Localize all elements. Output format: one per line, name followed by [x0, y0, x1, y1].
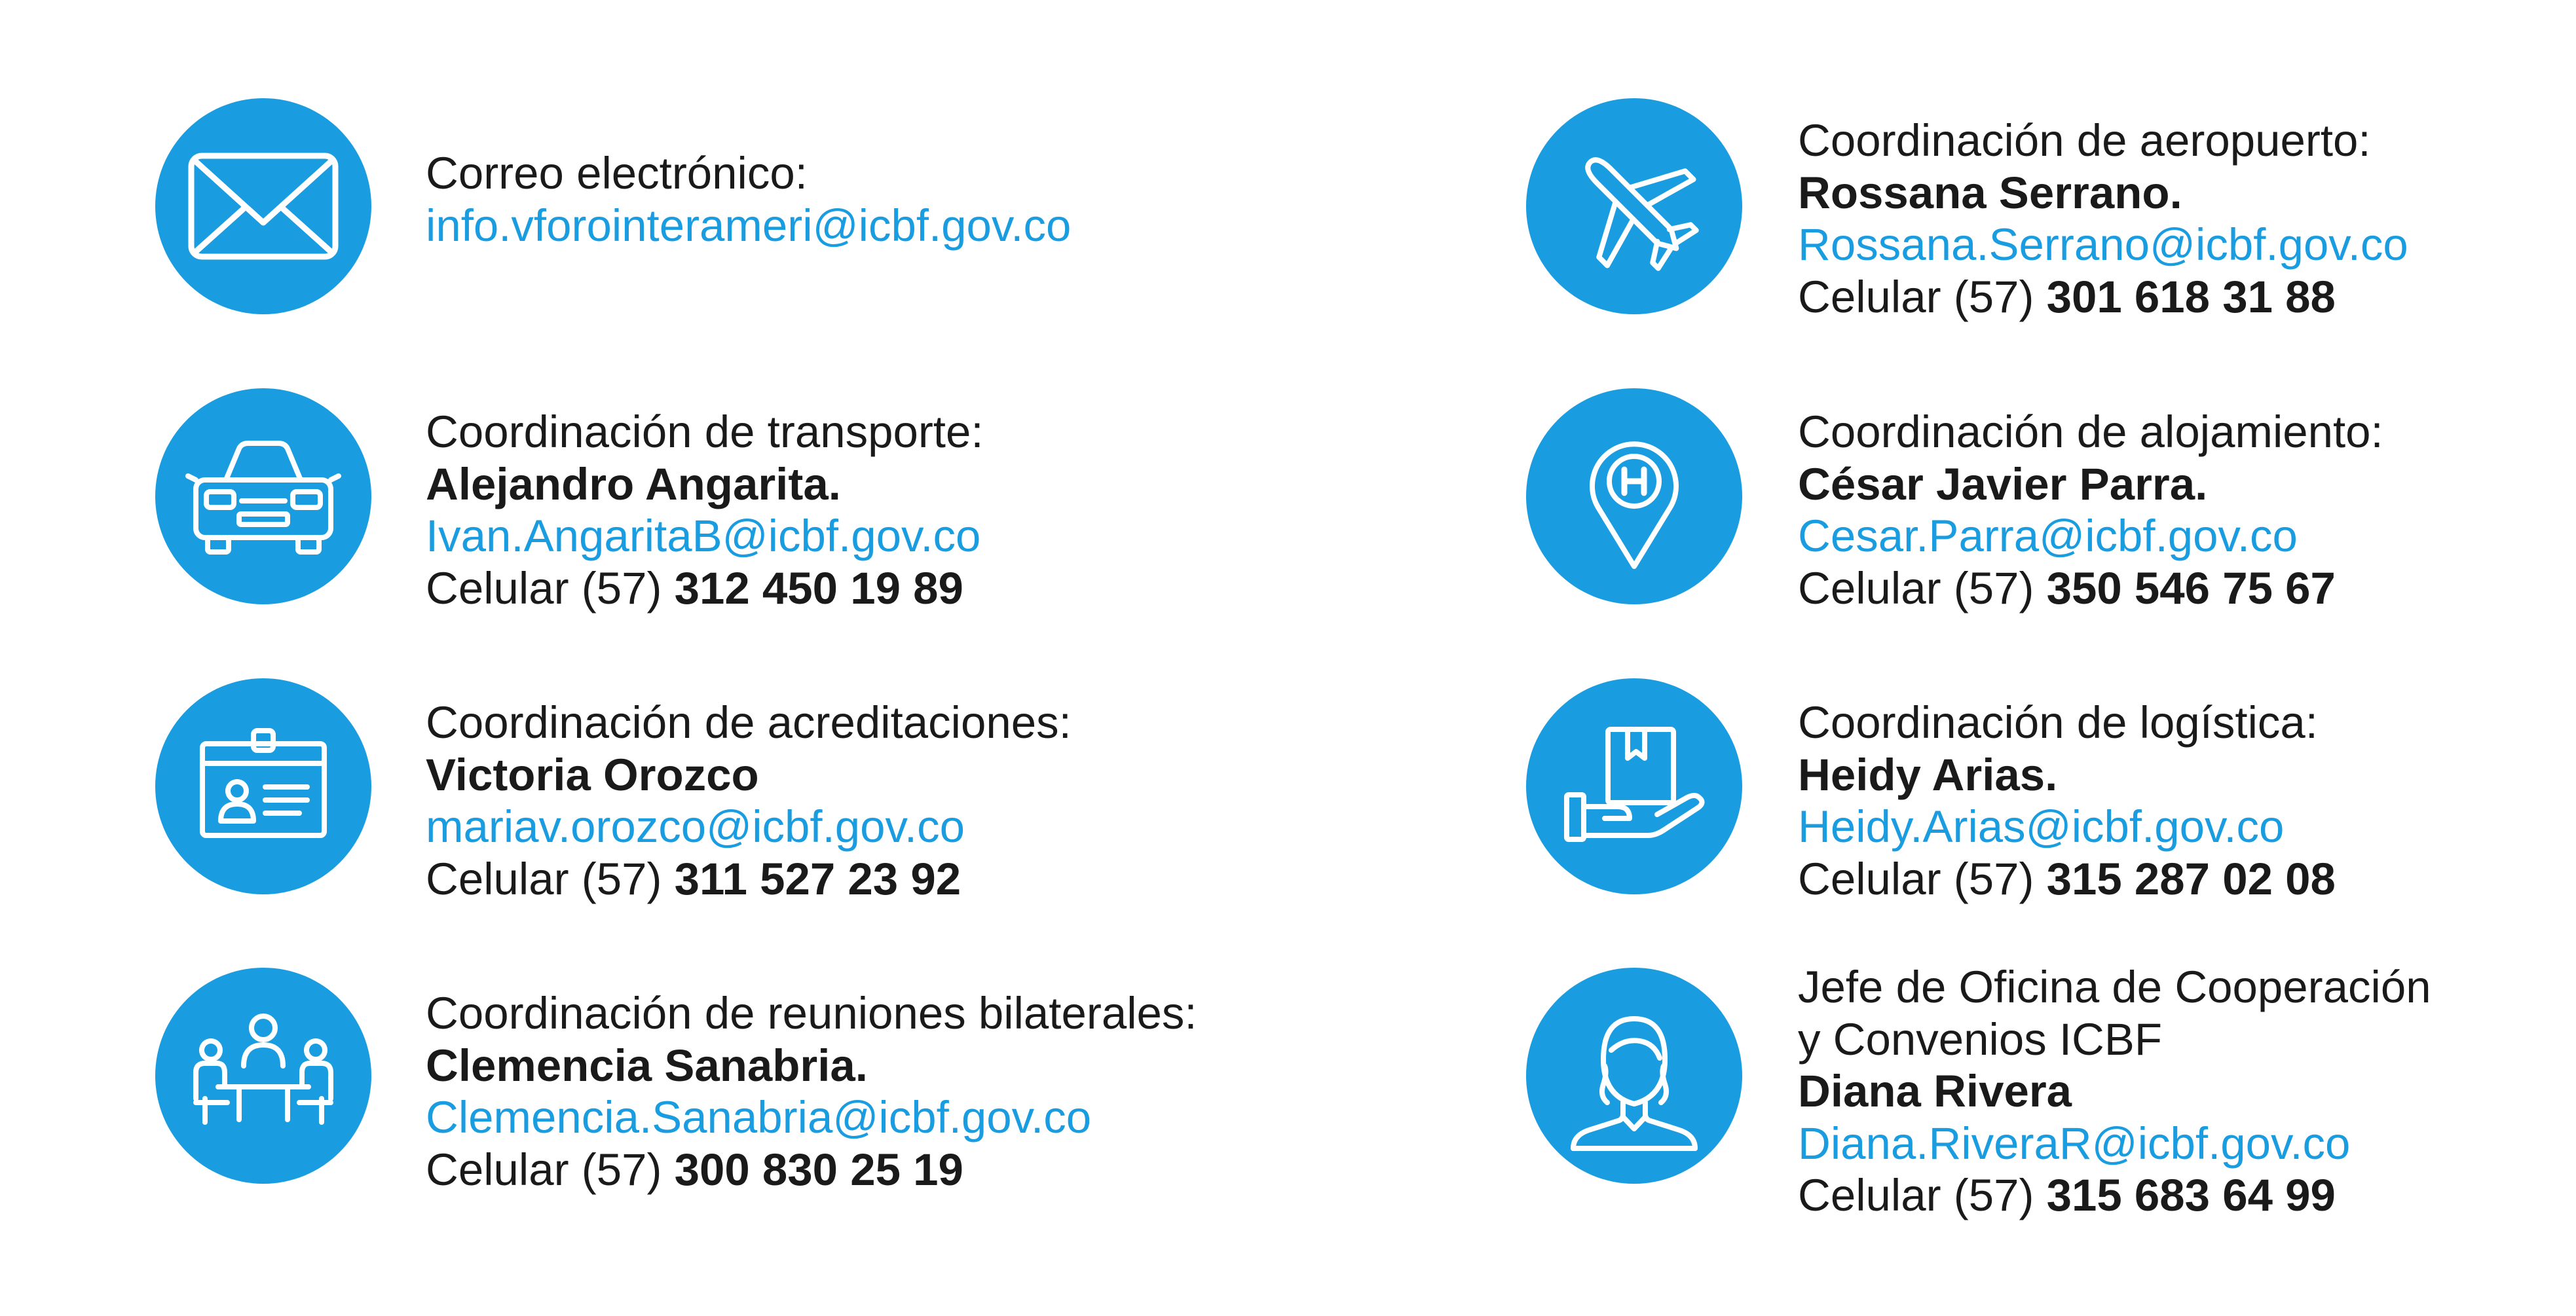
contact-name: Clemencia Sanabria.	[426, 1040, 868, 1091]
phone-number[interactable]: 312 450 19 89	[674, 562, 963, 613]
car-icon	[155, 388, 371, 604]
contact-email-link[interactable]: Heidy.Arias@icbf.gov.co	[1798, 801, 2285, 852]
phone-prefix: Celular (57)	[1798, 853, 2034, 904]
phone-number[interactable]: 315 683 64 99	[2046, 1170, 2336, 1220]
id-badge-icon	[155, 678, 371, 894]
phone-number[interactable]: 311 527 23 92	[674, 853, 961, 904]
phone-number[interactable]: 300 830 25 19	[674, 1144, 963, 1195]
contact-email-link[interactable]: Cesar.Parra@icbf.gov.co	[1798, 511, 2298, 561]
contact-heading-line1: Jefe de Oficina de Cooperación	[1798, 962, 2431, 1012]
contact-email-link[interactable]: Clemencia.Sanabria@icbf.gov.co	[426, 1092, 1092, 1142]
contact-heading: Coordinación de reuniones bilaterales:	[426, 988, 1197, 1038]
contact-phone	[1798, 271, 2408, 323]
contact-name: Rossana Serrano.	[1798, 167, 2182, 218]
contact-heading: Coordinación de alojamiento:	[1798, 407, 2383, 457]
contact-name: César Javier Parra.	[1798, 458, 2208, 509]
contact-heading: Correo electrónico:	[426, 148, 808, 198]
contact-heading-line2: y Convenios ICBF	[1798, 1014, 2163, 1065]
meeting-icon	[155, 968, 371, 1184]
mail-icon	[155, 98, 371, 314]
phone-number[interactable]: 301 618 31 88	[2046, 271, 2336, 322]
contact-name: Alejandro Angarita.	[426, 458, 841, 509]
contact-heading: Coordinación de aeropuerto:	[1798, 115, 2371, 166]
package-hand-icon	[1526, 678, 1742, 894]
contact-phone	[1798, 1169, 2431, 1222]
contact-email-link[interactable]: info.vforointerameri@icbf.gov.co	[426, 200, 1072, 251]
contact-heading: Coordinación de transporte:	[426, 407, 984, 457]
person-icon	[1526, 968, 1742, 1184]
phone-prefix: Celular (57)	[426, 853, 662, 904]
contact-phone	[426, 853, 1072, 905]
contact-phone	[1798, 853, 2336, 905]
contact-phone	[426, 1144, 1197, 1196]
contact-name: Heidy Arias.	[1798, 749, 2058, 800]
contact-email-link[interactable]: Rossana.Serrano@icbf.gov.co	[1798, 219, 2408, 270]
contact-heading: Coordinación de logística:	[1798, 697, 2318, 748]
contact-heading: Coordinación de acreditaciones:	[426, 697, 1072, 748]
phone-prefix: Celular (57)	[1798, 271, 2034, 322]
contact-name: Diana Rivera	[1798, 1066, 2072, 1116]
contact-email-link[interactable]: mariav.orozco@icbf.gov.co	[426, 801, 965, 852]
contact-email-link[interactable]: Diana.RiveraR@icbf.gov.co	[1798, 1118, 2351, 1169]
phone-number[interactable]: 350 546 75 67	[2046, 562, 2336, 613]
contact-phone	[1798, 562, 2383, 615]
phone-prefix: Celular (57)	[1798, 1170, 2034, 1220]
phone-number[interactable]: 315 287 02 08	[2046, 853, 2336, 904]
contact-name: Victoria Orozco	[426, 749, 759, 800]
phone-prefix: Celular (57)	[426, 1144, 662, 1195]
airplane-icon	[1526, 98, 1742, 314]
hotel-pin-icon	[1526, 388, 1742, 604]
phone-prefix: Celular (57)	[426, 562, 662, 613]
contact-email-link[interactable]: Ivan.AngaritaB@icbf.gov.co	[426, 511, 981, 561]
phone-prefix: Celular (57)	[1798, 562, 2034, 613]
contact-phone	[426, 562, 984, 615]
